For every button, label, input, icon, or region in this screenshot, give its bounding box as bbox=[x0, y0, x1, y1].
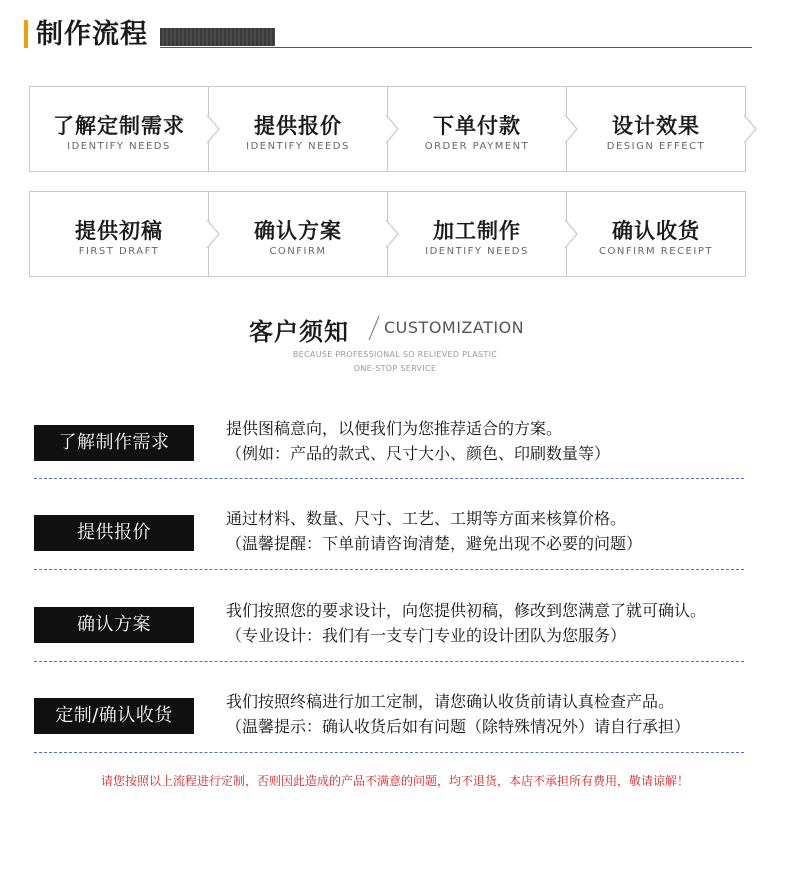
notice-row bbox=[34, 500, 744, 588]
step-subtitle: FIRST DRAFT bbox=[78, 246, 160, 257]
step-title: 确认方案 bbox=[254, 219, 342, 243]
chevron-right-icon bbox=[563, 114, 593, 144]
page-title: 制作流程 bbox=[36, 19, 148, 50]
chevron-right-icon bbox=[384, 114, 414, 144]
header-decor-bar bbox=[160, 28, 275, 46]
chevron-right-icon bbox=[563, 219, 593, 249]
process-step bbox=[208, 86, 388, 172]
footer-warning: 请您按照以上流程进行定制，否则因此造成的产品不满意的问题，均不退货，本店不承担所有费用，敬请谅解！ bbox=[100, 774, 689, 788]
step-subtitle: CONFIRM bbox=[269, 246, 327, 257]
step-subtitle: IDENTIFY NEEDS bbox=[67, 141, 171, 152]
step-title: 了解定制需求 bbox=[53, 114, 185, 138]
process-step bbox=[29, 191, 209, 277]
process-step bbox=[566, 86, 746, 172]
notice-row bbox=[34, 592, 744, 680]
dashed-divider bbox=[34, 478, 744, 479]
row-label: 确认方案 bbox=[34, 607, 194, 643]
step-title: 设计效果 bbox=[612, 114, 700, 138]
process-step bbox=[387, 191, 567, 277]
step-title: 下单付款 bbox=[433, 114, 521, 138]
notice-title-en: CUSTOMIZATION bbox=[384, 318, 525, 337]
row-description: 我们按照您的要求设计，向您提供初稿，修改到您满意了就可确认。 bbox=[226, 601, 707, 620]
notice-subtitle-2: ONE-STOP SERVICE bbox=[353, 364, 437, 373]
section-header bbox=[24, 18, 752, 54]
row-description: 提供图稿意向，以便我们为您推荐适合的方案。 bbox=[226, 419, 563, 438]
row-label: 定制/确认收货 bbox=[34, 698, 194, 734]
row-note: （专业设计：我们有一支专门专业的设计团队为您服务） bbox=[226, 626, 627, 645]
notice-row bbox=[34, 410, 744, 498]
process-row-2 bbox=[29, 191, 747, 277]
step-title: 提供初稿 bbox=[75, 219, 163, 243]
process-step bbox=[208, 191, 388, 277]
step-subtitle: CONFIRM RECEIPT bbox=[599, 246, 713, 257]
row-label: 提供报价 bbox=[34, 515, 194, 551]
slash-divider-icon bbox=[367, 314, 381, 342]
dashed-divider bbox=[34, 752, 744, 753]
header-rule bbox=[160, 47, 752, 48]
header-accent-bar bbox=[24, 20, 28, 48]
row-description: 通过材料、数量、尺寸、工艺、工期等方面来核算价格。 bbox=[226, 509, 627, 528]
step-title: 确认收货 bbox=[612, 219, 700, 243]
notice-subtitle-1: BECAUSE PROFESSIONAL SO RELIEVED PLASTIC bbox=[292, 350, 498, 359]
row-description: 我们按照终稿进行加工定制，请您确认收货前请认真检查产品。 bbox=[226, 692, 675, 711]
dashed-divider bbox=[34, 569, 744, 570]
process-row-1 bbox=[29, 86, 747, 172]
notice-heading bbox=[0, 312, 790, 346]
step-title: 提供报价 bbox=[254, 114, 342, 138]
step-title: 加工制作 bbox=[433, 219, 521, 243]
step-subtitle: IDENTIFY NEEDS bbox=[425, 246, 529, 257]
chevron-right-icon bbox=[384, 219, 414, 249]
step-subtitle: ORDER PAYMENT bbox=[424, 141, 530, 152]
row-note: （温馨提醒：下单前请咨询清楚，避免出现不必要的问题） bbox=[226, 534, 643, 553]
notice-row bbox=[34, 683, 744, 771]
row-note: （温馨提示：确认收货后如有问题（除特殊情况外）请自行承担） bbox=[226, 717, 691, 736]
process-step bbox=[566, 191, 746, 277]
chevron-right-icon bbox=[742, 114, 772, 144]
step-subtitle: IDENTIFY NEEDS bbox=[246, 141, 350, 152]
chevron-right-icon bbox=[205, 219, 235, 249]
process-step bbox=[387, 86, 567, 172]
row-note: （例如：产品的款式、尺寸大小、颜色、印刷数量等） bbox=[226, 444, 611, 463]
dashed-divider bbox=[34, 661, 744, 662]
notice-title-cn: 客户须知 bbox=[249, 318, 349, 346]
row-label: 了解制作需求 bbox=[34, 425, 194, 461]
chevron-right-icon bbox=[205, 114, 235, 144]
step-subtitle: DESIGN EFFECT bbox=[606, 141, 706, 152]
process-step bbox=[29, 86, 209, 172]
